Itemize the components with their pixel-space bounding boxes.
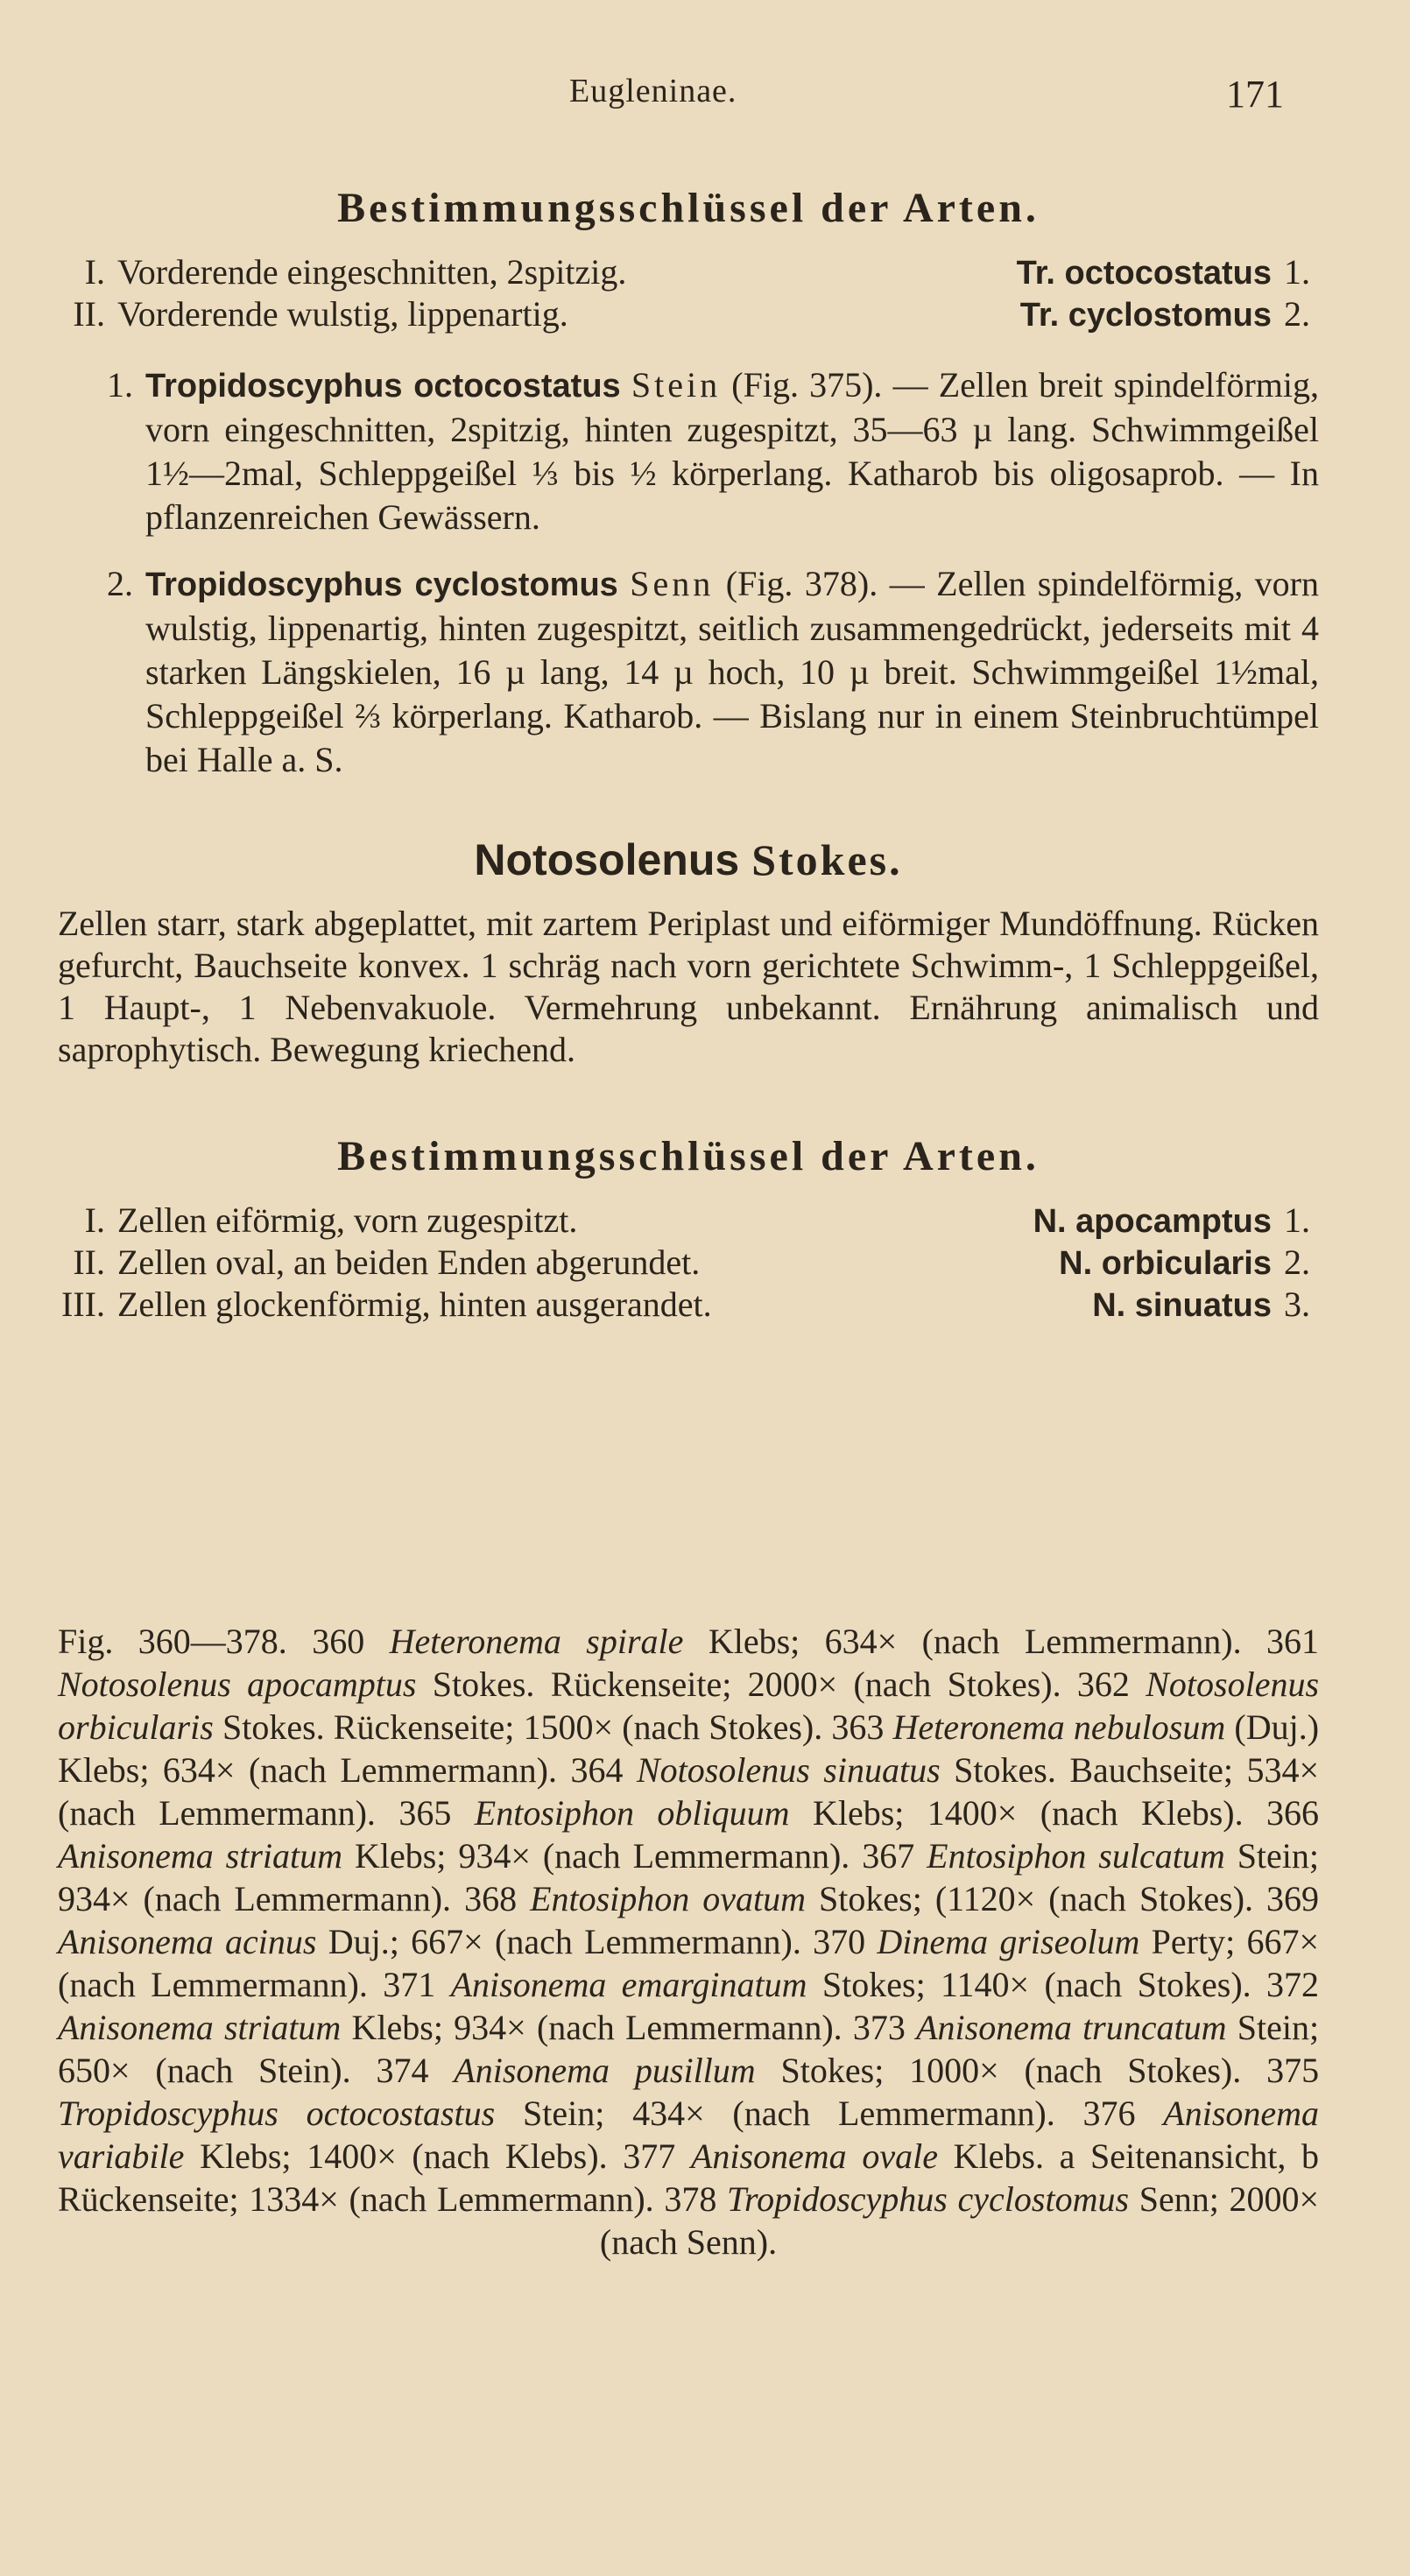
genus-heading-name: Notosolenus — [474, 835, 740, 884]
caption-taxon: Heteronema nebulosum — [892, 1707, 1226, 1747]
caption-number: 377 — [623, 2136, 676, 2176]
key-row-ref: 1. — [1284, 1200, 1310, 1240]
species-name: Tropidoscyphus cyclostomus — [145, 567, 618, 603]
caption-text: Stokes; (1120× (nach Stokes). — [819, 1879, 1254, 1918]
key-row-target: Tr. cyclostomus — [1019, 297, 1272, 334]
species-entry — [58, 562, 1319, 782]
caption-number: 366 — [1266, 1793, 1320, 1833]
caption-text: Stein; 650× (nach Stein). — [58, 2008, 1320, 2090]
caption-entry — [398, 1793, 1243, 1833]
caption-taxon: Tropidoscyphus cyclostomus — [726, 2179, 1130, 2219]
species-name: Tropidoscyphus octocostatus — [145, 368, 621, 405]
key-row-ref: 1. — [1284, 252, 1310, 292]
caption-text: Klebs; 934× (nach Lemmermann). — [351, 2008, 842, 2047]
species-number: 2. — [107, 564, 133, 603]
caption-taxon: Anisonema truncatum — [916, 2008, 1227, 2047]
species-paragraph — [145, 562, 1319, 782]
caption-number: 363 — [831, 1707, 885, 1747]
caption-entry — [600, 2179, 1319, 2262]
caption-text: Klebs; 934× (nach Lemmermann). — [354, 1836, 850, 1876]
key-row-text: Zellen eiförmig, vorn zugespitzt. — [117, 1200, 578, 1240]
caption-text: Stein; 934× (nach Lemmermann). — [58, 1836, 1320, 1918]
caption-entry — [383, 1965, 1251, 2004]
species-description: (Fig. 375). — Zellen breit spindelförmig, vorn eingeschnitten, 2spitzig, hinten zugespitzt, 35—63 µ lang. Schwimmgeißel 1½—2mal, Schleppgeißel ⅓ bis ½ körperlang. Katharob bis oligosaprob. — In pflanzenreichen Gewässern. — [145, 365, 1319, 537]
caption-taxon: Anisonema acinus — [58, 1922, 317, 1961]
page-header — [0, 72, 1410, 133]
key-row-text: Zellen glockenförmig, hinten ausgerandet. — [117, 1284, 712, 1324]
key-row-target: N. apocamptus — [1033, 1203, 1272, 1240]
caption-text: Klebs. a Seitenansicht, b Rückenseite; 1334× (nach Lemmermann). — [58, 2136, 1320, 2219]
caption-number: 371 — [383, 1965, 436, 2004]
caption-text: Stokes. Bauchseite; 534× (nach Lemmermann). — [58, 1750, 1319, 1833]
key-row-target: Tr. octocostatus — [1016, 255, 1272, 292]
key-row-ref: 2. — [1284, 294, 1310, 334]
caption-text: Stokes; 1000× (nach Stokes). — [780, 2051, 1242, 2090]
key-row-number: II. — [73, 294, 105, 334]
main-text — [58, 184, 1319, 1326]
caption-taxon: Notosolenus sinuatus — [637, 1750, 941, 1790]
figure-caption — [58, 1620, 1319, 2263]
key-row — [58, 1284, 1319, 1326]
caption-taxon: Anisonema ovale — [690, 2136, 938, 2176]
caption-taxon: Anisonema variabile — [58, 2094, 1320, 2176]
key-row-text: Zellen oval, an beiden Enden abgerundet. — [117, 1242, 701, 1282]
key-row-target: N. sinuatus — [1092, 1287, 1272, 1324]
key-row — [58, 1200, 1319, 1242]
running-head: Eugleninae. — [569, 73, 737, 109]
caption-text: Duj.; 667× (nach Lemmermann). — [328, 1922, 801, 1961]
caption-intro: Fig. 360—378. — [58, 1622, 287, 1661]
key-row — [58, 293, 1319, 335]
caption-number: 374 — [376, 2051, 429, 2090]
caption-text: Stokes. Rückenseite; 1500× (nach Stokes). — [222, 1707, 823, 1747]
genus-heading-author: Stokes. — [751, 835, 903, 884]
key-row-target: N. orbicularis — [1059, 1245, 1272, 1282]
key-list-notosolenus — [58, 1200, 1319, 1326]
caption-text: Klebs; 1400× (nach Klebs). — [200, 2136, 608, 2176]
caption-taxon: Notosolenus orbicularis — [58, 1665, 1320, 1747]
key-row-ref: 2. — [1284, 1242, 1310, 1282]
key-row-number: III. — [61, 1284, 105, 1324]
key-row-number: I. — [84, 1200, 105, 1240]
key-row-number: II. — [73, 1242, 105, 1282]
key-heading: Bestimmungsschlüssel der Arten. — [337, 185, 1040, 231]
caption-number: 367 — [862, 1836, 915, 1876]
page-number: 171 — [1226, 73, 1284, 116]
caption-number: 362 — [1076, 1665, 1130, 1704]
caption-taxon: Anisonema pusillum — [454, 2051, 756, 2090]
caption-taxon: Heteronema spirale — [389, 1622, 684, 1661]
caption-taxon: Anisonema striatum — [58, 1836, 343, 1876]
caption-number: 368 — [464, 1879, 518, 1918]
caption-number: 369 — [1266, 1879, 1320, 1918]
caption-text: Stein; 434× (nach Lemmermann). — [522, 2094, 1055, 2133]
caption-text: Stokes. Rückenseite; 2000× (nach Stokes). — [432, 1665, 1061, 1704]
caption-taxon: Entosiphon ovatum — [530, 1879, 807, 1918]
caption-taxon: Notosolenus apocamptus — [58, 1665, 417, 1704]
species-paragraph — [145, 363, 1319, 539]
caption-number: 364 — [570, 1750, 624, 1790]
caption-text: Klebs; 1400× (nach Klebs). — [812, 1793, 1244, 1833]
caption-number: 360 — [312, 1622, 365, 1661]
caption-text: Perty; 667× (nach Lemmermann). — [58, 1922, 1320, 2004]
key-row — [58, 251, 1319, 293]
caption-number: 361 — [1266, 1622, 1319, 1661]
caption-number: 365 — [398, 1793, 452, 1833]
caption-taxon: Tropidoscyphus octocostastus — [58, 2094, 496, 2133]
caption-text: Senn; 2000× (nach Senn). — [599, 2179, 1320, 2262]
caption-number: 378 — [664, 2179, 717, 2219]
caption-taxon: Anisonema striatum — [58, 2008, 342, 2047]
caption-entry — [464, 1879, 1253, 1918]
species-number: 1. — [107, 365, 133, 405]
species-entry — [58, 363, 1319, 539]
caption-taxon: Entosiphon obliquum — [474, 1793, 790, 1833]
key-row-number: I. — [84, 252, 105, 292]
key-row-ref: 3. — [1284, 1284, 1310, 1324]
key-row — [58, 1242, 1319, 1284]
genus-description: Zellen starr, stark abgeplattet, mit zartem Periplast und eiförmiger Mundöffnung. Rücken gefurcht, Bauchseite konvex. 1 schräg nach vorn gerichtete Schwimm-, 1 Schleppgeißel, 1 Haupt-, 1 Nebenvakuole. Vermehrung unbekannt. Ernährung animalisch und saprophytisch. Bewegung kriechend. — [58, 904, 1319, 1069]
caption-number: 373 — [852, 2008, 906, 2047]
caption-taxon: Dinema griseolum — [877, 1922, 1140, 1961]
caption-taxon: Entosiphon sulcatum — [927, 1836, 1225, 1876]
caption-number: 376 — [1082, 2094, 1136, 2133]
caption-text: Stokes; 1140× (nach Stokes). — [821, 1965, 1251, 2004]
caption-text: (Duj.) Klebs; 634× (nach Lemmermann). — [58, 1707, 1320, 1790]
key-row-text: Vorderende eingeschnitten, 2spitzig. — [117, 252, 627, 292]
caption-text: Klebs; 634× (nach Lemmermann). — [708, 1622, 1242, 1661]
key-row-text: Vorderende wulstig, lippenartig. — [117, 294, 568, 334]
key-heading: Bestimmungsschlüssel der Arten. — [337, 1133, 1040, 1179]
genus-heading — [58, 834, 1319, 885]
caption-taxon: Anisonema emarginatum — [450, 1965, 807, 2004]
species-author: Senn — [630, 564, 715, 603]
caption-number: 372 — [1266, 1965, 1320, 2004]
species-author: Stein — [631, 365, 722, 405]
caption-number: 375 — [1266, 2051, 1320, 2090]
species-description: (Fig. 378). — Zellen spindelförmig, vorn wulstig, lippenartig, hinten zugespitzt, seitlich zusammengedrückt, jederseits mit 4 starken Längskielen, 16 µ lang, 14 µ hoch, 10 µ breit. Schwimmgeißel 1½mal, Schleppgeißel ⅔ körperlang. Katharob. — Bislang nur in einem Steinbruchtümpel bei Halle a. S. — [145, 564, 1319, 779]
key-list-tropidoscyphus — [58, 251, 1319, 335]
caption-entry — [312, 1622, 1241, 1661]
caption-entry — [376, 2051, 1241, 2090]
caption-number: 370 — [813, 1922, 866, 1961]
